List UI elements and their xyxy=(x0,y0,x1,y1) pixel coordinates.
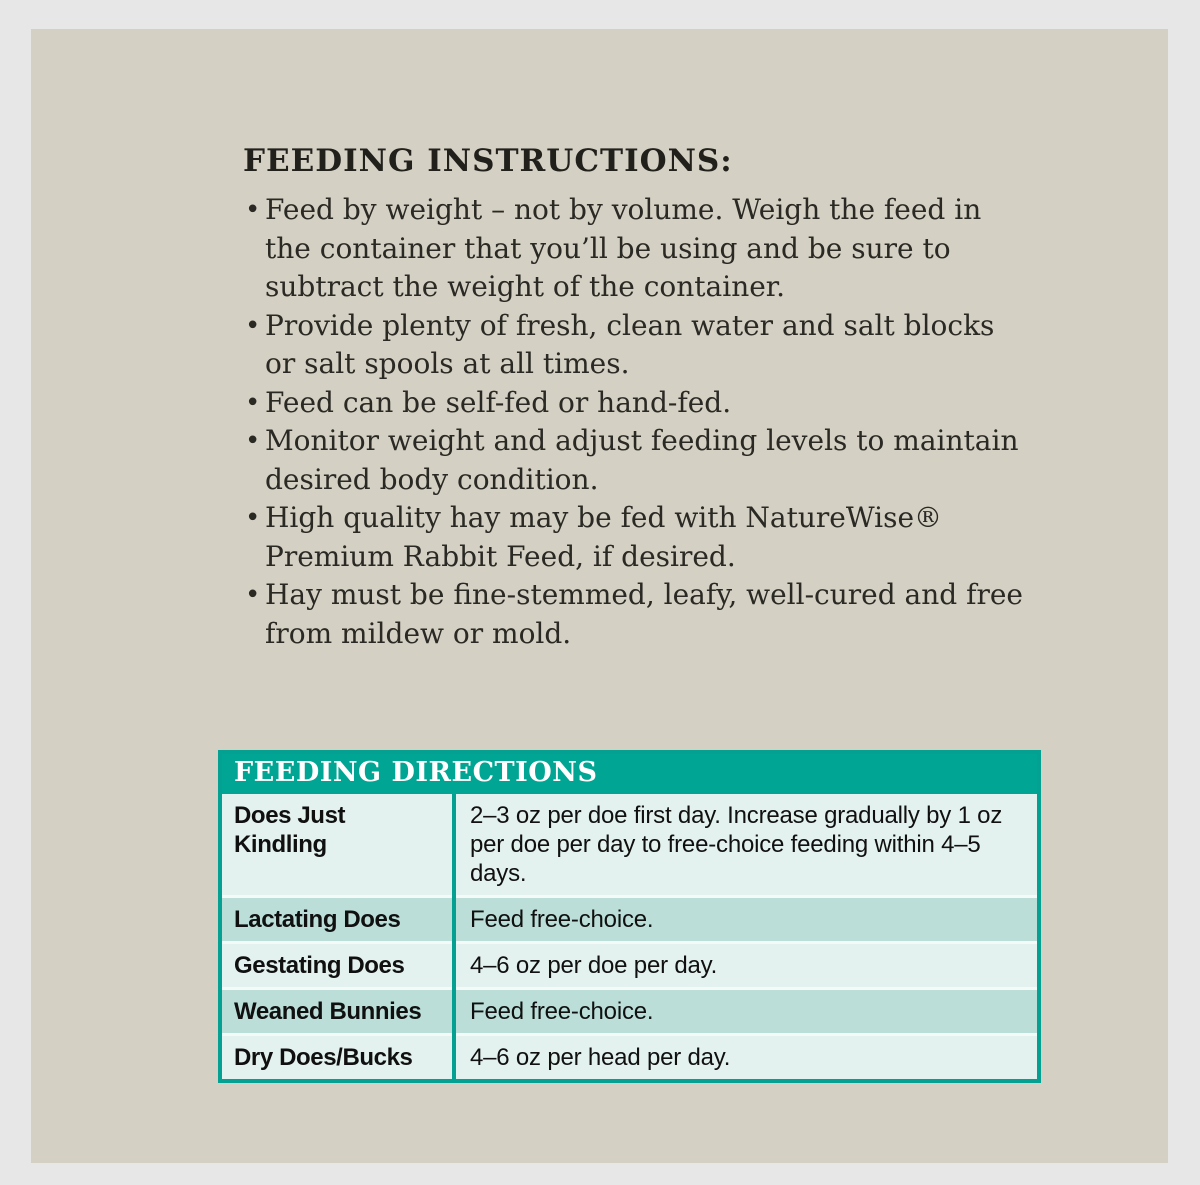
instruction-text: Feed by weight – not by volume. Weigh the feed in the container that you’ll be using and be sure to subtract the weight of the container. xyxy=(265,193,982,303)
bullet-icon: • xyxy=(245,387,261,418)
row-label: Dry Does/Bucks xyxy=(222,1033,452,1079)
row-label: Does Just Kindling xyxy=(222,794,452,895)
instruction-text: Hay must be fine-stemmed, leafy, well-cured and free from mildew or mold. xyxy=(265,578,1023,650)
feeding-instructions-list xyxy=(244,191,1032,653)
instruction-item xyxy=(244,384,1032,423)
table-row xyxy=(222,1033,1037,1079)
table-row xyxy=(222,987,1037,1033)
instruction-item xyxy=(244,576,1032,653)
row-value: Feed free-choice. xyxy=(456,895,1037,941)
row-label: Weaned Bunnies xyxy=(222,987,452,1033)
instruction-item xyxy=(244,422,1032,499)
row-value: 2–3 oz per doe first day. Increase gradually by 1 oz per doe per day to free-choice feeding within 4–5 days. xyxy=(456,794,1037,895)
row-label: Gestating Does xyxy=(222,941,452,987)
bullet-icon: • xyxy=(245,195,261,225)
feeding-directions-table xyxy=(218,750,1041,1083)
instruction-text: Provide plenty of fresh, clean water and salt blocks or salt spools at all times. xyxy=(265,308,995,380)
table-row xyxy=(222,941,1037,987)
row-value: 4–6 oz per head per day. xyxy=(456,1033,1037,1079)
instruction-item xyxy=(244,191,1032,307)
feeding-directions-header: FEEDING DIRECTIONS xyxy=(222,754,1037,794)
bullet-icon: • xyxy=(245,503,261,533)
instruction-item xyxy=(244,499,1032,576)
feed-label-panel xyxy=(31,29,1168,1163)
instruction-text: Feed can be self-fed or hand-fed. xyxy=(265,385,732,419)
row-value: 4–6 oz per doe per day. xyxy=(456,941,1037,987)
bullet-icon: • xyxy=(245,310,261,341)
bullet-icon: • xyxy=(245,580,261,610)
instruction-text: High quality hay may be fed with NatureWise® Premium Rabbit Feed, if desired. xyxy=(265,501,943,573)
row-label: Lactating Does xyxy=(222,895,452,941)
feeding-instructions-title: FEEDING INSTRUCTIONS: xyxy=(243,143,733,179)
instruction-text: Monitor weight and adjust feeding levels to maintain desired body condition. xyxy=(265,424,1019,496)
table-row xyxy=(222,794,1037,895)
table-row xyxy=(222,895,1037,941)
instruction-item xyxy=(244,307,1032,384)
row-value: Feed free-choice. xyxy=(456,987,1037,1033)
bullet-icon: • xyxy=(245,426,261,456)
